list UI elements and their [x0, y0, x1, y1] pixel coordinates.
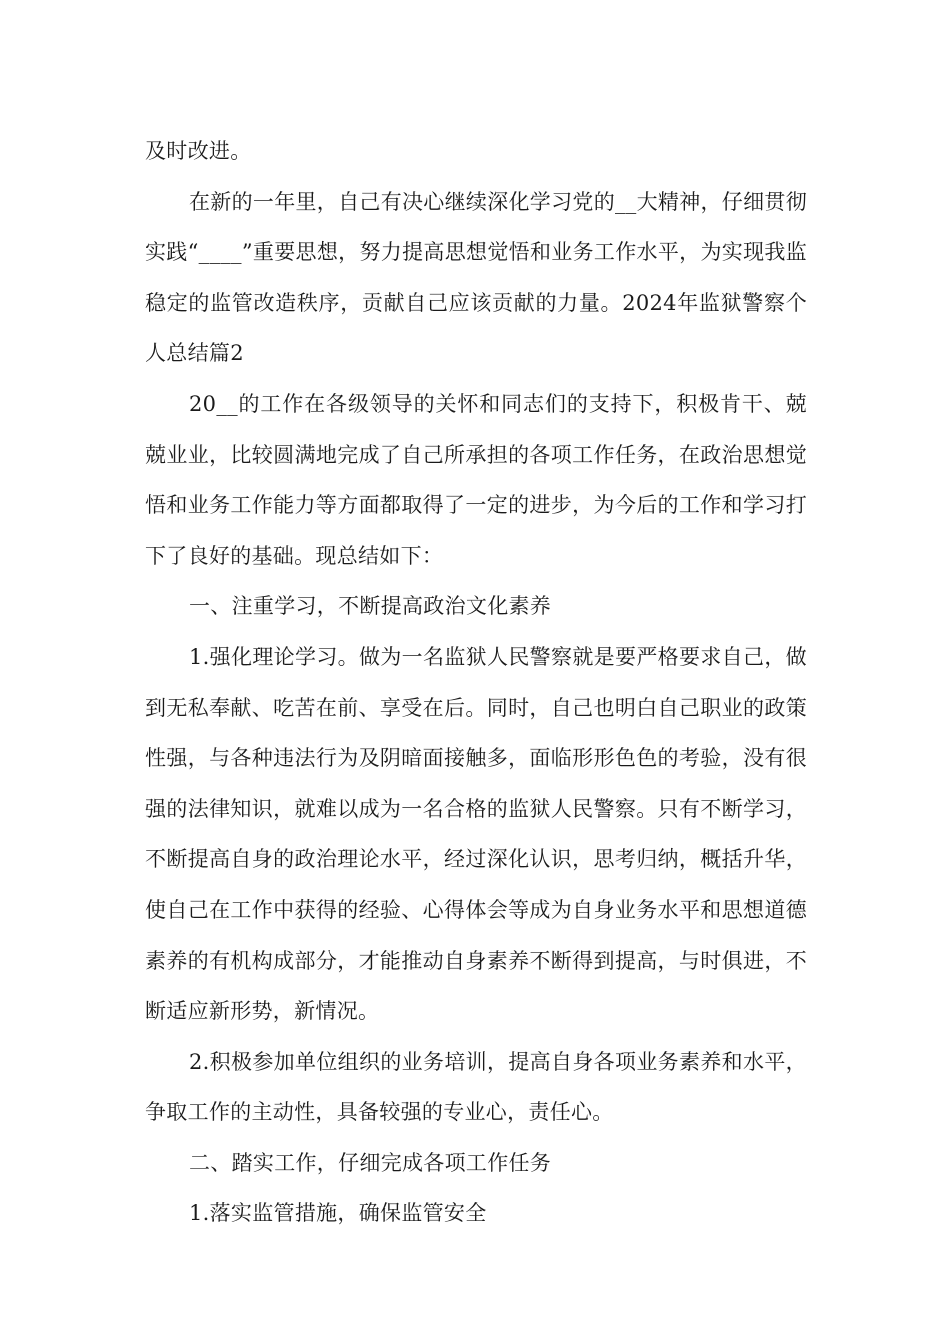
paragraph-4: 1.强化理论学习。做为一名监狱人民警察就是要严格要求自己，做到无私奉献、吃苦在前、享受在后。同时，自己也明白自己职业的政策性强，与各种违法行为及阴暗面接触多，面临形形色色的考验，没有很强的法律知识，就难以成为一名合格的监狱人民警察。只有不断学习，不断提高自身的政治理论水平，经过深化认识，思考归纳，概括升华，使自己在工作中获得的经验、心得体会等成为自身业务水平和思想道德素养的有机构成部分，才能推动自身素养不断得到提高，与时俱进，不断适应新形势，新情况。 [145, 644, 807, 1024]
subsection-heading-1: 1.落实监管措施，确保监管安全 [189, 1201, 487, 1226]
paragraph-2: 在新的一年里，自己有决心继续深化学习党的__大精神，仔细贯彻实践“____”重要思想，努力提高思想觉悟和业务工作水平，为实现我监稳定的监管改造秩序，贡献自己应该贡献的力量。2024年监狱警察个人总结篇2 [145, 189, 807, 366]
document-body [145, 126, 807, 1239]
paragraph-5: 2.积极参加单位组织的业务培训，提高自身各项业务素养和水平，争取工作的主动性，具备较强的专业心，责任心。 [145, 1049, 807, 1125]
section-heading-2: 二、踏实工作，仔细完成各项工作任务 [189, 1150, 552, 1175]
section-heading-1: 一、注重学习，不断提高政治文化素养 [189, 594, 552, 619]
paragraph-3: 20__的工作在各级领导的关怀和同志们的支持下，积极肯干、兢兢业业，比较圆满地完成了自己所承担的各项工作任务，在政治思想觉悟和业务工作能力等方面都取得了一定的进步，为今后的工作和学习打下了良好的基础。现总结如下： [145, 391, 807, 568]
paragraph-1: 及时改进。 [145, 139, 252, 163]
